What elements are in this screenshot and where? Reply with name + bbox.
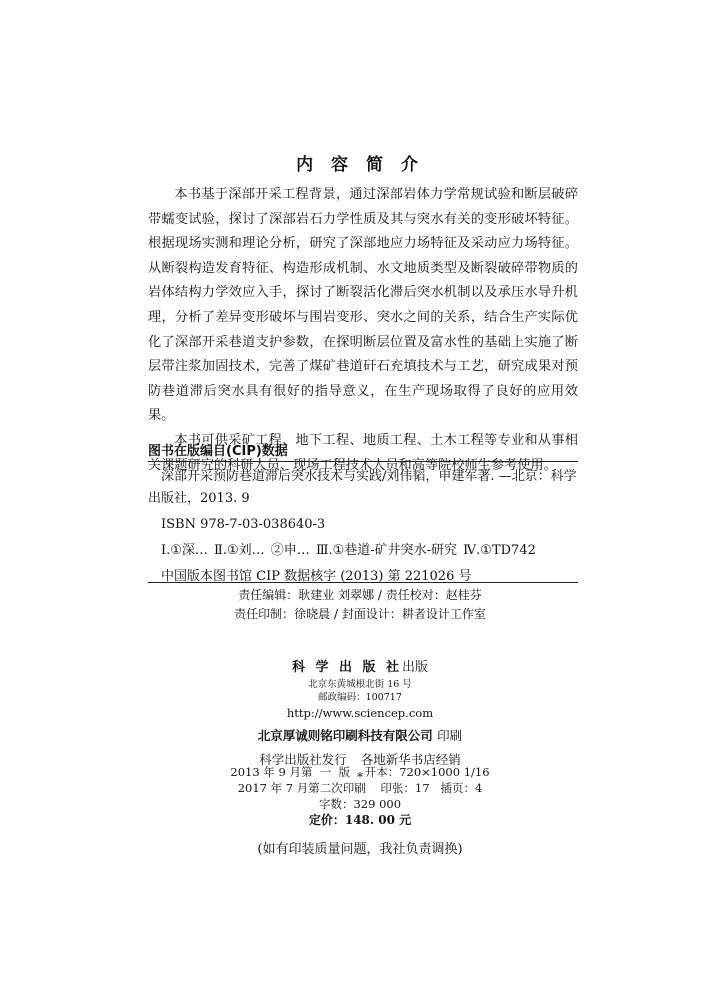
cip-bottom-rule: [148, 582, 578, 583]
editors-block: [0, 586, 720, 624]
edition-reprint: 2017 年 7 月第二次印刷: [237, 781, 366, 795]
edition-block: [0, 764, 720, 828]
printer-suffix: 印刷: [437, 728, 463, 743]
cip-library-note: 中国版本图书馆 CIP 数据核字 (2013) 第 221026 号: [161, 569, 472, 584]
summary-paragraph-2: 本书可供采矿工程、地下工程、地质工程、土木工程等专业和从事相关课题研究的科研人员、现场工程技术人员和高等院校师生参考使用。: [148, 432, 578, 473]
distributor: 科学出版社发行: [259, 752, 347, 767]
publisher-address: 北京东黄城根北街 16 号: [308, 679, 412, 690]
printer-line: [0, 726, 720, 744]
cip-isbn: ISBN 978-7-03-038640-3: [161, 517, 326, 532]
separator-star: *: [357, 770, 363, 784]
edition-first: 2013 年 9 月第 一 版: [230, 765, 351, 779]
edition-sheets: 印张：17: [380, 781, 430, 795]
printer-name: 北京厚诚则铭印刷科技有限公司: [257, 728, 433, 743]
publisher-suffix: 出版: [402, 660, 429, 675]
summary-body: [148, 183, 578, 478]
edition-row-2: [0, 780, 720, 796]
cip-body: [148, 466, 580, 588]
sellers: 各地新华书店经销: [360, 752, 461, 767]
quality-notice: (如有印装质量问题，我社负责调换): [257, 842, 463, 857]
edition-format: 开本：720×1000 1/16: [364, 765, 490, 779]
publisher-postcode: 邮政编码：100717: [318, 692, 402, 703]
publisher-name: 科 学 出 版 社: [291, 660, 403, 675]
cip-classification: Ⅰ.①深… Ⅱ.①刘… ②申… Ⅲ.①巷道-矿井突水-研究 Ⅳ.①TD742: [161, 543, 536, 558]
summary-paragraph-1: 本书基于深部开采工程背景，通过深部岩体力学常规试验和断层破碎带蠕变试验，探讨了深部岩石力学性质及其与突水有关的变形破坏特征。根据现场实测和理论分析，研究了深部地应力场特征及采动应力场特征。从断裂构造发育特征、构造形成机制、水文地质类型及断裂破碎带物质的岩体结构力学效应入手，探讨了断裂活化滞后突水机制以及承压水导升机理，分析了差异变形破坏与围岩变形、突水之间的关系，结合生产实际优化了深部开采巷道支护参数，在探明断层位置及富水性的基础上实施了断层带注浆加固技术，完善了煤矿巷道矸石充填技术与工艺，研究成果对预防巷道滞后突水具有很好的指导意义，在生产现场取得了良好的应用效果。: [148, 187, 578, 424]
edition-price: 定价：148. 00 元: [308, 813, 412, 827]
edition-word-count: 字数：329 000: [318, 797, 402, 811]
summary-title: 内 容 简 介: [296, 155, 424, 175]
publisher-line: [0, 656, 720, 675]
cip-top-rule: [148, 461, 578, 462]
publisher-url: http://www.sciencep.com: [286, 706, 434, 720]
cip-record: 深部开采预防巷道滞后突水技术与实践/刘伟韬，申建军著. —北京：科学出版社，2013. 9: [148, 469, 577, 506]
editors-line-1: 责任编辑：耿建业 刘翠娜 / 责任校对：赵桂芬: [238, 588, 482, 602]
edition-row-1: [0, 764, 720, 780]
edition-plates: 插页：4: [440, 781, 483, 795]
cip-heading: 图书在版编目(CIP)数据: [148, 444, 288, 459]
editors-line-2: 责任印制：徐晓晨 / 封面设计：耕者设计工作室: [234, 607, 486, 621]
